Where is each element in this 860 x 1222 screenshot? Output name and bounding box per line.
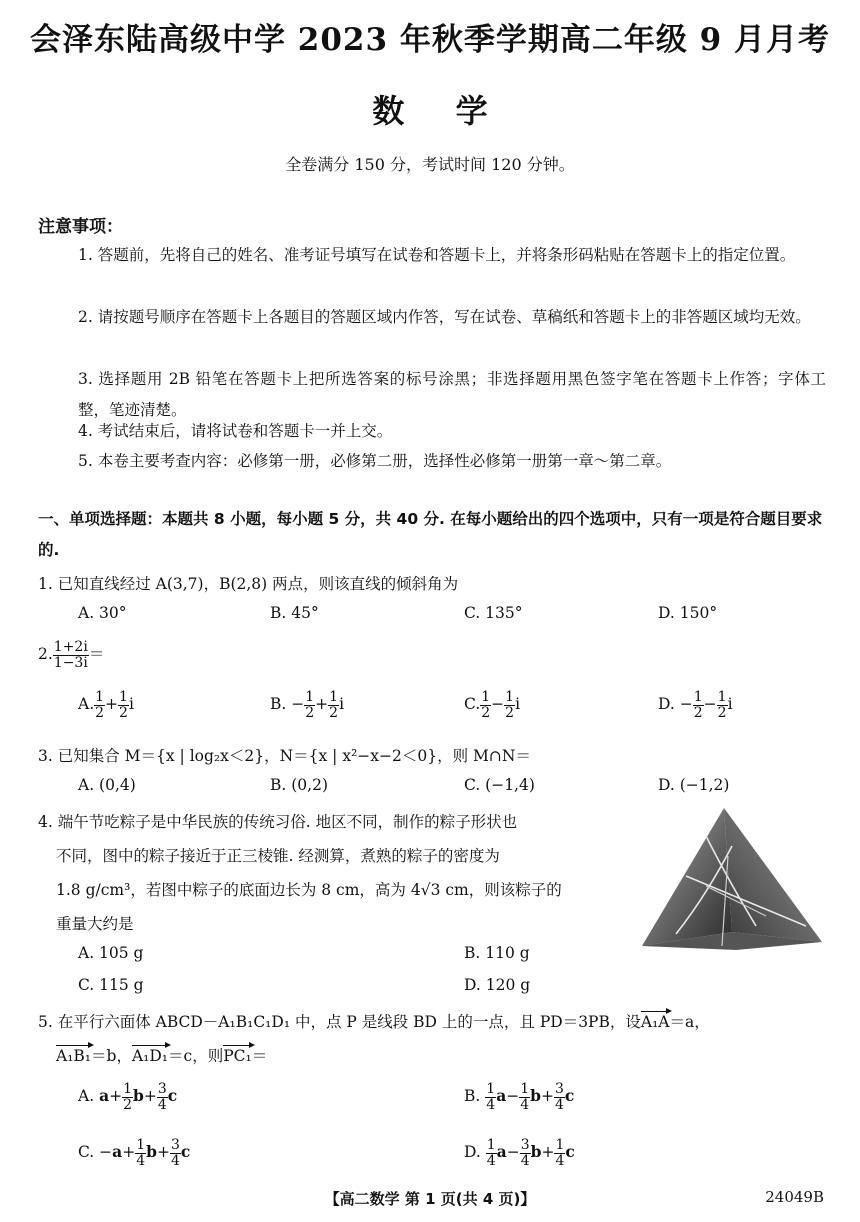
- question-5-line1: 5. 在平行六面体 ABCD－A₁B₁C₁D₁ 中，点 P 是线段 BD 上的一点，且 PD＝3PB，设A₁A＝a，: [38, 1013, 710, 1031]
- q4-option-a: A. 105 g: [78, 944, 144, 962]
- q2-option-d: D. − $\frac{1}{2}$ − $\frac{1}{2}$ i: [658, 689, 733, 721]
- q3-option-c: C. (−1,4): [464, 776, 535, 794]
- q5-option-d: D. $\frac{1}{4}$ a− $\frac{3}{4}$ b+ $\frac{1}{4}$ c: [464, 1137, 575, 1169]
- q1-option-b: B. 45°: [270, 604, 319, 622]
- q2-option-c: C. $\frac{1}{2}$ − $\frac{1}{2}$ i: [464, 689, 521, 721]
- q5-option-c: C. −a+ $\frac{1}{4}$ b+ $\frac{3}{4}$ c: [78, 1137, 191, 1169]
- question-4-line: 1.8 g/cm³，若图中粽子的底面边长为 8 cm，高为 4√3 cm，则该粽子的: [56, 881, 562, 899]
- section-heading: 一、单项选择题：本题共 8 小题，每小题 5 分，共 40 分. 在每小题给出的四个选项中，只有一项是符合题目要求的.: [38, 510, 823, 559]
- question-2-stem: 2. $\frac{1+2i}{1-3i}$ ＝: [38, 639, 105, 671]
- exam-title: 会泽东陆高级中学 2023 年秋季学期高二年级 9 月月考: [29, 22, 831, 58]
- question-4-line: 重量大约是: [56, 915, 134, 933]
- question-5-line2: A₁B₁＝b，A₁D₁＝c，则PC₁＝: [56, 1047, 268, 1065]
- q2-option-a: A. $\frac{1}{2}$ + $\frac{1}{2}$ i: [78, 689, 134, 721]
- q4-option-d: D. 120 g: [464, 976, 531, 994]
- zongzi-photo: [636, 806, 826, 952]
- vector-pc1: PC₁: [223, 1047, 252, 1065]
- q5-option-b: B. $\frac{1}{4}$ a− $\frac{1}{4}$ b+ $\frac{3}{4}$ c: [464, 1081, 575, 1113]
- question-4-line: 4. 端午节吃粽子是中华民族的传统习俗. 地区不同，制作的粽子形状也: [38, 813, 518, 831]
- question-1-stem: 1. 已知直线经过 A(3,7)，B(2,8) 两点，则该直线的倾斜角为: [38, 575, 459, 593]
- notice-heading: 注意事项：: [38, 217, 123, 237]
- exam-info: 全卷满分 150 分，考试时间 120 分钟。: [285, 155, 575, 174]
- notice-item: 3. 选择题用 2B 铅笔在答题卡上把所选答案的标号涂黑；非选择题用黑色签字笔在答题卡上作答；字体工整，笔迹清楚。: [78, 370, 826, 419]
- notice-item: 1. 答题前，先将自己的姓名、准考证号填写在试卷和答题卡上，并将条形码粘贴在答题卡上的指定位置。: [78, 246, 796, 264]
- notice-item: 4. 考试结束后，请将试卷和答题卡一并上交。: [78, 422, 393, 440]
- question-3-stem: 3. 已知集合 M＝{x | log₂x＜2}，N＝{x | x²−x−2＜0}，则 M∩N＝: [38, 747, 531, 765]
- notice-item: 5. 本卷主要考查内容：必修第一册，必修第二册，选择性必修第一册第一章～第二章。: [78, 452, 672, 470]
- notice-item: 2. 请按题号顺序在答题卡上各题目的答题区域内作答，写在试卷、草稿纸和答题卡上的非答题区域均无效。: [78, 308, 811, 326]
- page-footer: 【高二数学 第 1 页(共 4 页)】: [324, 1190, 536, 1208]
- q1-option-d: D. 150°: [658, 604, 718, 622]
- q3-option-d: D. (−1,2): [658, 776, 730, 794]
- exam-code: 24049B: [765, 1188, 824, 1206]
- q2-option-b: B. − $\frac{1}{2}$ + $\frac{1}{2}$ i: [270, 689, 345, 721]
- q4-option-b: B. 110 g: [464, 944, 530, 962]
- q5-option-a: A. a+ $\frac{1}{2}$ b+ $\frac{3}{4}$ c: [78, 1081, 178, 1113]
- q4-option-c: C. 115 g: [78, 976, 144, 994]
- question-4-line: 不同，图中的粽子接近于正三棱锥. 经测算，煮熟的粽子的密度为: [56, 847, 500, 865]
- q3-option-b: B. (0,2): [270, 776, 328, 794]
- q3-option-a: A. (0,4): [78, 776, 136, 794]
- vector-a1b1: A₁B₁: [56, 1047, 92, 1065]
- vector-a1d1: A₁D₁: [131, 1047, 169, 1065]
- q1-option-c: C. 135°: [464, 604, 523, 622]
- vector-a1a: A₁A: [640, 1013, 670, 1031]
- q1-option-a: A. 30°: [78, 604, 127, 622]
- subject-title: 数 学: [372, 92, 488, 130]
